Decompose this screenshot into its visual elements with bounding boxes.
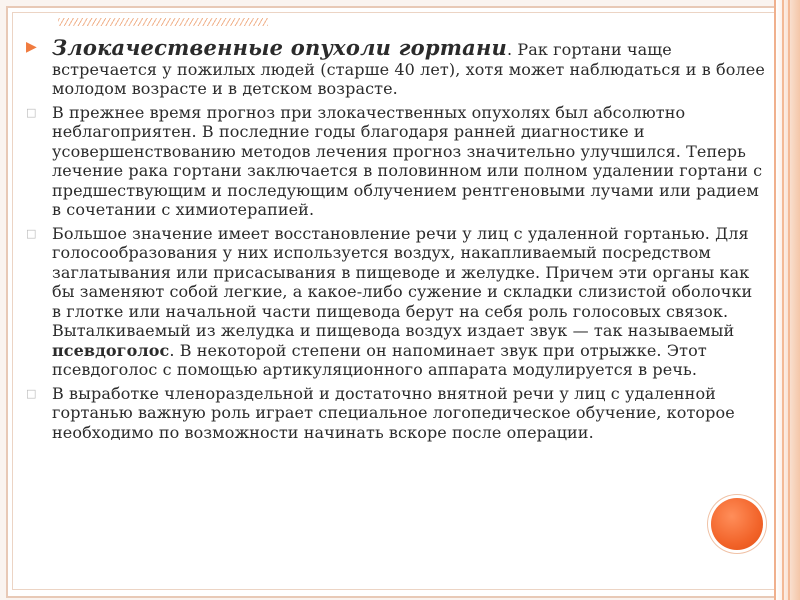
square-bullet-icon: □ xyxy=(26,105,37,119)
square-bullet-icon: □ xyxy=(26,226,37,240)
paragraph-3 xyxy=(52,224,766,380)
slide-title: Злокачественные опухоли гортани xyxy=(52,35,507,60)
band-stripe xyxy=(782,0,784,600)
paragraph-1 xyxy=(52,35,766,99)
decorative-zigzag xyxy=(58,18,268,26)
decorative-right-band xyxy=(774,0,800,600)
paragraph-1-text: . Рак гортани чаще встречается у пожилых людей (старше 40 лет), хотя может наблюдаться и в более молодом возрасте и в детском возрасте. xyxy=(52,40,765,98)
paragraph-3-text-after: . В некоторой степени он напоминает звук при отрыжке. Этот псевдоголос с помощью артикуляционного аппарата модулируется в речь. xyxy=(52,340,707,379)
list-item xyxy=(26,384,766,443)
paragraph-2: В прежнее время прогноз при злокачественных опухолях был абсолютно неблагоприятен. В последние годы благодаря ранней диагностике и усовершенствованию методов лечения прогноз значительно улучшился. Теперь лечение рака гортани заключается в половинном или полном удалении гортани с предшествующим и последующим облучением рентгеновыми лучами или радием в сочетании с химиотерапией. xyxy=(52,102,763,219)
band-stripe xyxy=(788,0,790,600)
square-bullet-icon: □ xyxy=(26,386,37,400)
list-item xyxy=(26,224,766,380)
list-item xyxy=(26,35,766,99)
slide-content xyxy=(26,35,766,446)
paragraph-3-text-before: Большое значение имеет восстановление речи у лиц с удаленной гортанью. Для голосообразования у них используется воздух, накапливаемый посредством заглатывания или присасывания в пищеводе и желудке. Причем эти органы как бы заменяют собой легкие, а какое-либо сужение и складки слизистой оболочки в глотке или начальной части пищевода берут на себя роль голосовых связок. Выталкиваемый из желудка и пищевода воздух издает звук — так называемый xyxy=(52,223,753,340)
paragraph-4: В выработке членораздельной и достаточно внятной речи у лиц с удаленной гортанью важную роль играет специальное логопедическое обучение, которое необходимо по возможности начинать вскоре после операции. xyxy=(52,383,735,442)
list-item xyxy=(26,103,766,220)
term-pseudovoice: псевдоголос xyxy=(52,340,170,360)
decorative-orange-circle xyxy=(711,498,763,550)
orange-chevron-icon: ▶ xyxy=(26,39,37,55)
